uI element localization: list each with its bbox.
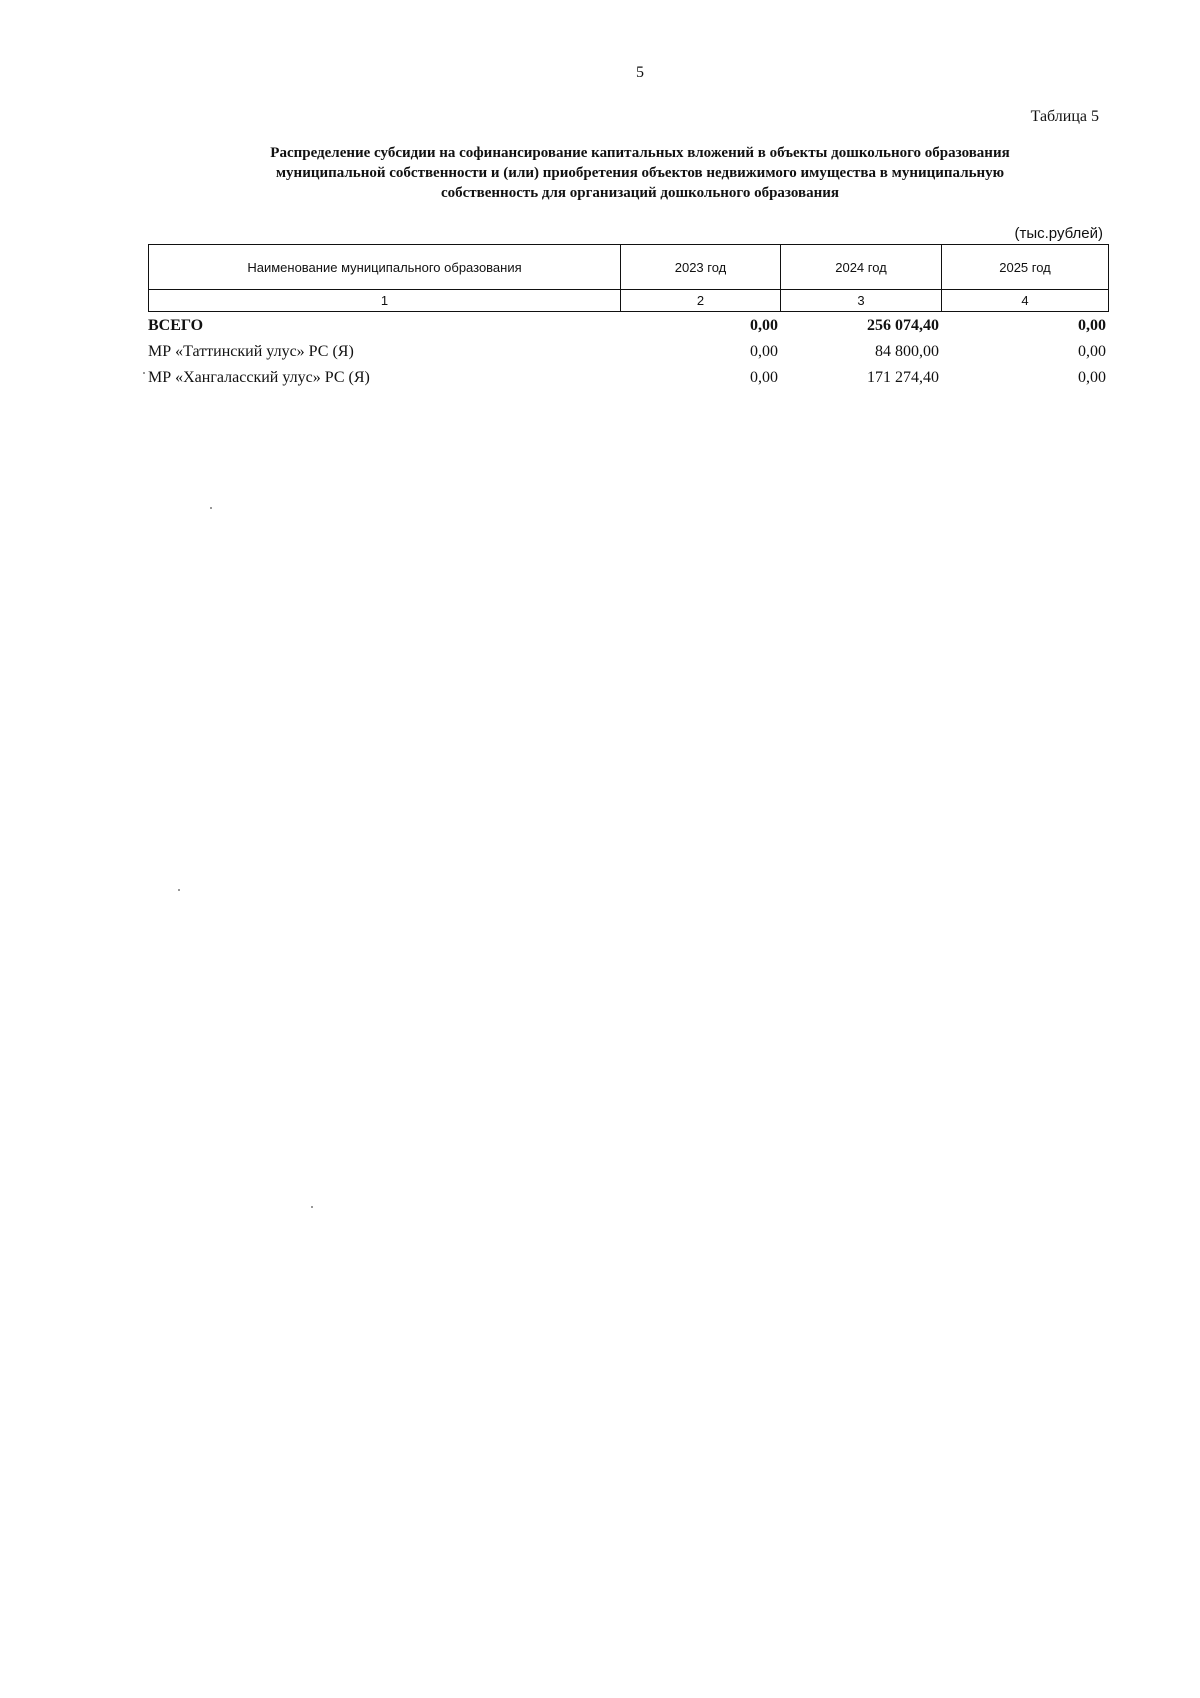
table-header (148, 244, 1109, 312)
column-header-2025: 2025 год (942, 245, 1109, 290)
column-number: 4 (942, 290, 1109, 312)
page-number: 5 (636, 64, 644, 81)
header-row (149, 245, 1109, 290)
table-body (148, 313, 1108, 387)
cell-2025: 0,00 (1078, 317, 1106, 334)
row-name: МР «Таттинский улус» РС (Я) (148, 343, 354, 360)
scan-speck (210, 507, 212, 509)
title-line: Распределение субсидии на софинансирование капитальных вложений в объекты дошкольного образования (270, 145, 1010, 161)
title-line: собственность для организаций дошкольного образования (440, 185, 840, 201)
cell-2024: 84 800,00 (875, 343, 939, 360)
column-header-2023: 2023 год (621, 245, 781, 290)
cell-2023: 0,00 (750, 369, 778, 386)
table-row (148, 335, 1108, 361)
table-row-total (148, 313, 1108, 335)
cell-2025: 0,00 (1078, 343, 1106, 360)
cell-2025: 0,00 (1078, 369, 1106, 386)
column-number: 2 (621, 290, 781, 312)
table-row (148, 361, 1108, 387)
column-number: 3 (781, 290, 942, 312)
scan-speck (311, 1206, 313, 1208)
cell-2023: 0,00 (750, 317, 778, 334)
row-name: ВСЕГО (148, 317, 204, 334)
column-number-row (149, 290, 1109, 312)
row-name: МР «Хангаласский улус» РС (Я) (148, 369, 370, 386)
cell-2024: 171 274,40 (867, 369, 939, 386)
table-label: Таблица 5 (1030, 108, 1099, 125)
scan-speck (178, 889, 180, 891)
unit-label: (тыс.рублей) (1014, 225, 1103, 242)
cell-2024: 256 074,40 (867, 317, 939, 334)
scan-speck (143, 372, 145, 374)
column-header-name: Наименование муниципального образования (149, 245, 621, 290)
title-line: муниципальной собственности и (или) приобретения объектов недвижимого имущества в муниципальную (275, 165, 1005, 181)
cell-2023: 0,00 (750, 343, 778, 360)
column-header-2024: 2024 год (781, 245, 942, 290)
column-number: 1 (149, 290, 621, 312)
document-title (150, 143, 1130, 203)
